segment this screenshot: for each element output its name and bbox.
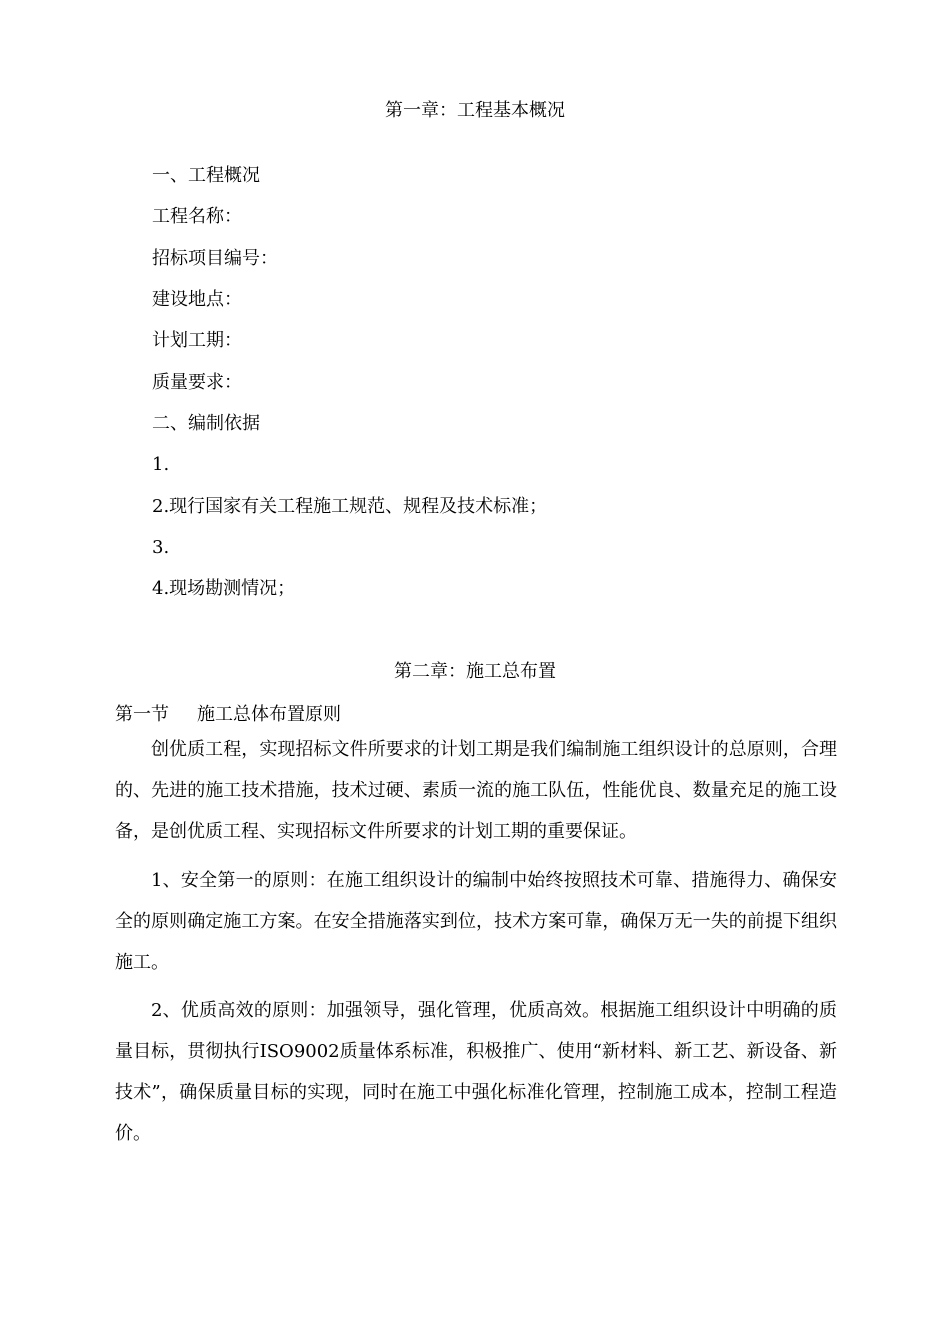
field-bid-number: 招标项目编号： bbox=[152, 248, 278, 269]
section-title: 施工总体布置原则 bbox=[197, 704, 341, 725]
basis-item-1: 1. bbox=[152, 454, 170, 475]
paragraph-safety-principle: 1、安全第一的原则：在施工组织设计的编制中始终按照技术可靠、措施得力、确保安全的原则确定施工方案。在安全措施落实到位，技术方案可靠，确保万无一失的前提下组织施工。 bbox=[115, 870, 837, 973]
field-planned-duration: 计划工期： bbox=[152, 330, 242, 351]
paragraph-quality-principle: 2、优质高效的原则：加强领导，强化管理，优质高效。根据施工组织设计中明确的质量目标，贯彻执行ISO9002质量体系标准，积极推广、使用“新材料、新工艺、新设备、新技术”，确保质量目标的实现，同时在施工中强化标准化管理，控制施工成本，控制工程造价。 bbox=[115, 1000, 837, 1144]
field-construction-site: 建设地点： bbox=[152, 289, 242, 310]
paragraph-overall-principle: 创优质工程，实现招标文件所要求的计划工期是我们编制施工组织设计的总原则，合理的、先进的施工技术措施，技术过硬、素质一流的施工队伍，性能优良、数量充足的施工设备，是创优质工程、实现招标文件所要求的计划工期的重要保证。 bbox=[115, 739, 837, 842]
basis-item-2: 2.现行国家有关工程施工规范、规程及技术标准； bbox=[152, 496, 548, 517]
basis-item-4: 4.现场勘测情况； bbox=[152, 578, 296, 599]
basis-item-3: 3. bbox=[152, 537, 170, 558]
chapter-2-title: 第二章：施工总布置 bbox=[394, 661, 556, 682]
section-heading-compilation-basis: 二、编制依据 bbox=[152, 413, 260, 434]
section-number: 第一节 bbox=[115, 704, 169, 725]
section-heading bbox=[115, 703, 341, 727]
section-heading-project-overview: 一、工程概况 bbox=[152, 165, 260, 186]
field-quality-requirement: 质量要求： bbox=[152, 372, 242, 393]
field-project-name: 工程名称： bbox=[152, 206, 242, 227]
chapter-1-title: 第一章：工程基本概况 bbox=[385, 100, 565, 121]
